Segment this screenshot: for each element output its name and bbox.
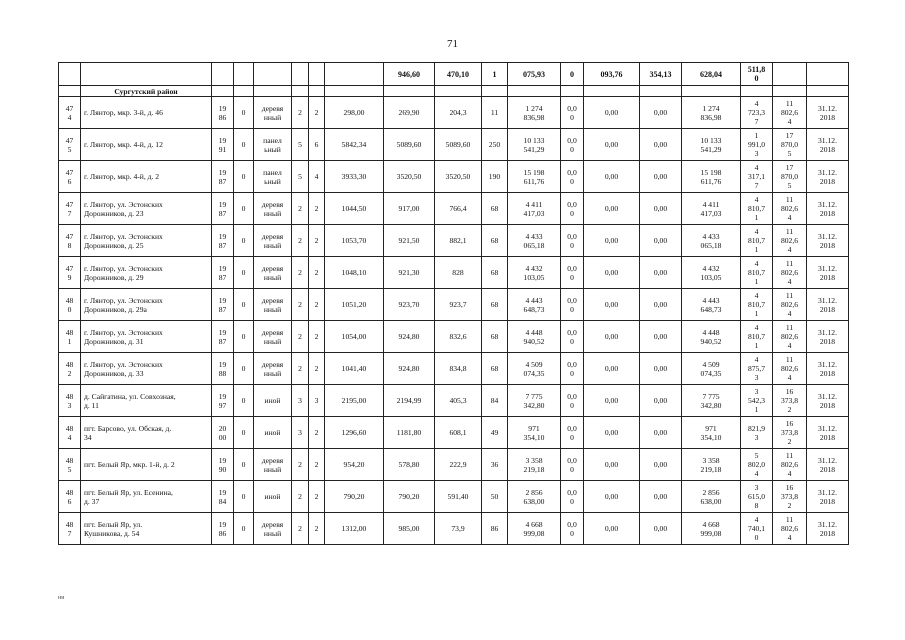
cost-col-4-cell: 0,00 (640, 449, 682, 481)
entrances-cell: 4 (309, 161, 325, 193)
cost-per-m2-cell: 4 740,1 0 (741, 513, 773, 545)
total-cell: 511,8 0 (741, 63, 773, 86)
entrances-cell: 2 (309, 513, 325, 545)
entrances-cell: 2 (309, 353, 325, 385)
entrances-cell: 2 (309, 257, 325, 289)
zero-flag-cell: 0 (234, 161, 254, 193)
residential-area-cell: 832,6 (435, 321, 482, 353)
total-cell: 093,76 (584, 63, 640, 86)
entrances-cell: 2 (309, 481, 325, 513)
total-cell: 354,13 (640, 63, 682, 86)
cost-col-3-cell: 0,00 (584, 161, 640, 193)
cost-col-3-cell: 0,00 (584, 321, 640, 353)
cost-per-m2-cell: 3 615,0 8 (741, 481, 773, 513)
total-cell: 1 (482, 63, 508, 86)
total-cell: 470,10 (435, 63, 482, 86)
total-cost-cell: 4 411 417,03 (508, 193, 561, 225)
total-area-cell: 1053,70 (325, 225, 384, 257)
cost-per-m2-cell: 5 802,0 4 (741, 449, 773, 481)
total-cell: 0 (561, 63, 584, 86)
housing-table (58, 62, 849, 545)
residential-area-cell: 923,7 (435, 289, 482, 321)
cost-col-4-cell: 0,00 (640, 193, 682, 225)
year-built-cell: 19 87 (212, 257, 234, 289)
cost-col-4-cell: 0,00 (640, 321, 682, 353)
row-number-cell: 48 1 (59, 321, 81, 353)
cost-per-m2-cell: 4 810,7 1 (741, 225, 773, 257)
cost-col-4-cell: 0,00 (640, 97, 682, 129)
deadline-cell: 31.12. 2018 (807, 225, 849, 257)
deadline-cell: 31.12. 2018 (807, 289, 849, 321)
cost-col-3-cell: 0,00 (584, 289, 640, 321)
wall-material-cell: деревя нный (254, 321, 292, 353)
cost-col-2-cell: 0,0 0 (561, 257, 584, 289)
region-row (59, 86, 849, 97)
cost-col-5-cell: 4 668 999,08 (682, 513, 741, 545)
cost-col-2-cell: 0,0 0 (561, 97, 584, 129)
living-area-cell: 923,70 (384, 289, 435, 321)
zero-flag-cell: 0 (234, 353, 254, 385)
residents-cell: 68 (482, 257, 508, 289)
floors-cell: 2 (292, 257, 309, 289)
cost-col-2-cell: 0,0 0 (561, 225, 584, 257)
table-row (59, 129, 849, 161)
cost-col-2-cell: 0,0 0 (561, 289, 584, 321)
year-built-cell: 19 91 (212, 129, 234, 161)
address-cell: г. Лянтор, мкр. 4-й, д. 12 (81, 129, 212, 161)
row-number-cell: 48 7 (59, 513, 81, 545)
floors-cell: 2 (292, 449, 309, 481)
total-area-cell: 3933,30 (325, 161, 384, 193)
table-row (59, 513, 849, 545)
residents-cell: 68 (482, 353, 508, 385)
deadline-cell: 31.12. 2018 (807, 513, 849, 545)
total-area-cell: 1296,60 (325, 417, 384, 449)
residential-area-cell: 204,3 (435, 97, 482, 129)
table-row (59, 97, 849, 129)
total-area-cell: 790,20 (325, 481, 384, 513)
total-area-cell: 1041,40 (325, 353, 384, 385)
residential-area-cell: 591,40 (435, 481, 482, 513)
year-built-cell: 19 87 (212, 321, 234, 353)
address-cell: пгт. Белый Яр, мкр. 1-й, д. 2 (81, 449, 212, 481)
residential-area-cell: 882,1 (435, 225, 482, 257)
residents-cell: 190 (482, 161, 508, 193)
row-number-cell: 47 4 (59, 97, 81, 129)
cost-col-5-cell: 4 443 648,73 (682, 289, 741, 321)
cost-col-5-cell: 4 433 065,18 (682, 225, 741, 257)
year-built-cell: 19 87 (212, 289, 234, 321)
cost-per-m2-cell: 821,9 3 (741, 417, 773, 449)
residents-cell: 84 (482, 385, 508, 417)
deadline-cell: 31.12. 2018 (807, 321, 849, 353)
zero-flag-cell: 0 (234, 257, 254, 289)
cost-col-2-cell: 0,0 0 (561, 385, 584, 417)
cost-col-3-cell: 0,00 (584, 257, 640, 289)
region-title: Сургутский район (81, 86, 212, 97)
zero-flag-cell: 0 (234, 417, 254, 449)
row-number-cell: 47 9 (59, 257, 81, 289)
living-area-cell: 924,80 (384, 353, 435, 385)
cost-col-3-cell: 0,00 (584, 417, 640, 449)
totals-row (59, 63, 849, 86)
table-row (59, 257, 849, 289)
cost-col-3-cell: 0,00 (584, 513, 640, 545)
max-cost-cell: 17 870,0 5 (773, 161, 807, 193)
year-built-cell: 20 00 (212, 417, 234, 449)
address-cell: г. Лянтор, ул. Эстонских Дорожников, д. 23 (81, 193, 212, 225)
max-cost-cell: 11 802,6 4 (773, 449, 807, 481)
cost-col-5-cell: 4 411 417,03 (682, 193, 741, 225)
cost-col-5-cell: 2 856 638,00 (682, 481, 741, 513)
total-cost-cell: 971 354,10 (508, 417, 561, 449)
living-area-cell: 917,00 (384, 193, 435, 225)
wall-material-cell: деревя нный (254, 193, 292, 225)
total-area-cell: 954,20 (325, 449, 384, 481)
zero-flag-cell: 0 (234, 481, 254, 513)
zero-flag-cell: 0 (234, 321, 254, 353)
total-cost-cell: 4 509 074,35 (508, 353, 561, 385)
living-area-cell: 921,50 (384, 225, 435, 257)
deadline-cell: 31.12. 2018 (807, 161, 849, 193)
table-row (59, 289, 849, 321)
cost-col-3-cell: 0,00 (584, 481, 640, 513)
housing-table-container (58, 62, 848, 545)
total-area-cell: 1054,00 (325, 321, 384, 353)
floors-cell: 2 (292, 97, 309, 129)
address-cell: д. Сайгатина, ул. Совхозная, д. 11 (81, 385, 212, 417)
living-area-cell: 985,00 (384, 513, 435, 545)
zero-flag-cell: 0 (234, 225, 254, 257)
total-cell: 628,04 (682, 63, 741, 86)
deadline-cell: 31.12. 2018 (807, 449, 849, 481)
cost-col-4-cell: 0,00 (640, 129, 682, 161)
residents-cell: 250 (482, 129, 508, 161)
deadline-cell: 31.12. 2018 (807, 481, 849, 513)
row-number-cell: 48 0 (59, 289, 81, 321)
zero-flag-cell: 0 (234, 449, 254, 481)
address-cell: г. Лянтор, ул. Эстонских Дорожников, д. 29а (81, 289, 212, 321)
residential-area-cell: 405,3 (435, 385, 482, 417)
max-cost-cell: 11 802,6 4 (773, 225, 807, 257)
zero-flag-cell: 0 (234, 513, 254, 545)
table-row (59, 321, 849, 353)
residents-cell: 86 (482, 513, 508, 545)
row-number-cell: 47 7 (59, 193, 81, 225)
deadline-cell: 31.12. 2018 (807, 353, 849, 385)
wall-material-cell: иной (254, 385, 292, 417)
deadline-cell: 31.12. 2018 (807, 385, 849, 417)
wall-material-cell: деревя нный (254, 289, 292, 321)
cost-col-4-cell: 0,00 (640, 257, 682, 289)
deadline-cell: 31.12. 2018 (807, 97, 849, 129)
cost-col-5-cell: 3 358 219,18 (682, 449, 741, 481)
cost-col-5-cell: 4 509 074,35 (682, 353, 741, 385)
cost-per-m2-cell: 4 810,7 1 (741, 257, 773, 289)
table-row (59, 449, 849, 481)
cost-col-5-cell: 15 198 611,76 (682, 161, 741, 193)
max-cost-cell: 17 870,0 5 (773, 129, 807, 161)
max-cost-cell: 16 373,8 2 (773, 417, 807, 449)
residents-cell: 36 (482, 449, 508, 481)
zero-flag-cell: 0 (234, 385, 254, 417)
floors-cell: 2 (292, 321, 309, 353)
wall-material-cell: деревя нный (254, 97, 292, 129)
cost-col-2-cell: 0,0 0 (561, 353, 584, 385)
total-cost-cell: 10 133 541,29 (508, 129, 561, 161)
total-cost-cell: 7 775 342,80 (508, 385, 561, 417)
residential-area-cell: 222,9 (435, 449, 482, 481)
entrances-cell: 3 (309, 385, 325, 417)
cost-col-4-cell: 0,00 (640, 481, 682, 513)
entrances-cell: 6 (309, 129, 325, 161)
cost-col-3-cell: 0,00 (584, 97, 640, 129)
year-built-cell: 19 86 (212, 513, 234, 545)
total-cost-cell: 1 274 836,98 (508, 97, 561, 129)
year-built-cell: 19 88 (212, 353, 234, 385)
cost-per-m2-cell: 1 991,0 3 (741, 129, 773, 161)
cost-col-4-cell: 0,00 (640, 289, 682, 321)
address-cell: г. Лянтор, мкр. 3-й, д. 46 (81, 97, 212, 129)
table-row (59, 481, 849, 513)
cost-col-4-cell: 0,00 (640, 417, 682, 449)
address-cell: пгт. Белый Яр, ул. Есенина, д. 37 (81, 481, 212, 513)
wall-material-cell: деревя нный (254, 449, 292, 481)
living-area-cell: 790,20 (384, 481, 435, 513)
wall-material-cell: иной (254, 417, 292, 449)
cost-col-5-cell: 10 133 541,29 (682, 129, 741, 161)
table-row (59, 353, 849, 385)
row-number-cell: 48 3 (59, 385, 81, 417)
floors-cell: 3 (292, 385, 309, 417)
max-cost-cell: 16 373,8 2 (773, 385, 807, 417)
cost-col-5-cell: 7 775 342,80 (682, 385, 741, 417)
row-number-cell: 47 6 (59, 161, 81, 193)
row-number-cell: 48 6 (59, 481, 81, 513)
cost-col-4-cell: 0,00 (640, 353, 682, 385)
zero-flag-cell: 0 (234, 129, 254, 161)
residential-area-cell: 766,4 (435, 193, 482, 225)
cost-per-m2-cell: 4 810,7 1 (741, 193, 773, 225)
residential-area-cell: 5089,60 (435, 129, 482, 161)
floors-cell: 2 (292, 481, 309, 513)
wall-material-cell: панел ьный (254, 161, 292, 193)
address-cell: г. Лянтор, мкр. 4-й, д. 2 (81, 161, 212, 193)
total-cell: 946,60 (384, 63, 435, 86)
residents-cell: 11 (482, 97, 508, 129)
year-built-cell: 19 84 (212, 481, 234, 513)
wall-material-cell: панел ьный (254, 129, 292, 161)
total-cost-cell: 3 358 219,18 (508, 449, 561, 481)
living-area-cell: 5089,60 (384, 129, 435, 161)
entrances-cell: 2 (309, 321, 325, 353)
table-row (59, 417, 849, 449)
total-cost-cell: 4 433 065,18 (508, 225, 561, 257)
total-area-cell: 1044,50 (325, 193, 384, 225)
cost-col-4-cell: 0,00 (640, 385, 682, 417)
total-area-cell: 5842,34 (325, 129, 384, 161)
cost-col-2-cell: 0,0 0 (561, 513, 584, 545)
deadline-cell: 31.12. 2018 (807, 193, 849, 225)
entrances-cell: 2 (309, 193, 325, 225)
year-built-cell: 19 87 (212, 225, 234, 257)
cost-col-3-cell: 0,00 (584, 129, 640, 161)
cost-col-3-cell: 0,00 (584, 225, 640, 257)
total-area-cell: 298,00 (325, 97, 384, 129)
deadline-cell: 31.12. 2018 (807, 129, 849, 161)
cost-col-2-cell: 0,0 0 (561, 481, 584, 513)
cost-col-5-cell: 4 432 103,05 (682, 257, 741, 289)
wall-material-cell: деревя нный (254, 257, 292, 289)
total-cost-cell: 4 448 940,52 (508, 321, 561, 353)
row-number-cell: 48 4 (59, 417, 81, 449)
cost-col-5-cell: 4 448 940,52 (682, 321, 741, 353)
floors-cell: 2 (292, 353, 309, 385)
residents-cell: 50 (482, 481, 508, 513)
living-area-cell: 2194,99 (384, 385, 435, 417)
residential-area-cell: 73,9 (435, 513, 482, 545)
cost-per-m2-cell: 4 810,7 1 (741, 289, 773, 321)
living-area-cell: 269,90 (384, 97, 435, 129)
cost-col-3-cell: 0,00 (584, 449, 640, 481)
total-cost-cell: 4 668 999,08 (508, 513, 561, 545)
year-built-cell: 19 86 (212, 97, 234, 129)
table-row (59, 161, 849, 193)
floors-cell: 3 (292, 417, 309, 449)
row-number-cell: 47 5 (59, 129, 81, 161)
max-cost-cell: 11 802,6 4 (773, 193, 807, 225)
floors-cell: 2 (292, 225, 309, 257)
max-cost-cell: 11 802,6 4 (773, 257, 807, 289)
living-area-cell: 924,80 (384, 321, 435, 353)
living-area-cell: 1181,80 (384, 417, 435, 449)
residents-cell: 68 (482, 289, 508, 321)
wall-material-cell: деревя нный (254, 353, 292, 385)
max-cost-cell: 11 802,6 4 (773, 353, 807, 385)
entrances-cell: 2 (309, 97, 325, 129)
zero-flag-cell: 0 (234, 289, 254, 321)
cost-col-3-cell: 0,00 (584, 385, 640, 417)
living-area-cell: 921,30 (384, 257, 435, 289)
wall-material-cell: деревя нный (254, 513, 292, 545)
living-area-cell: 3520,50 (384, 161, 435, 193)
address-cell: г. Лянтор, ул. Эстонских Дорожников, д. 33 (81, 353, 212, 385)
address-cell: пгт. Белый Яр, ул. Кушникова, д. 54 (81, 513, 212, 545)
total-cost-cell: 2 856 638,00 (508, 481, 561, 513)
residential-area-cell: 608,1 (435, 417, 482, 449)
cost-per-m2-cell: 4 810,7 1 (741, 321, 773, 353)
year-built-cell: 19 90 (212, 449, 234, 481)
entrances-cell: 2 (309, 225, 325, 257)
address-cell: г. Лянтор, ул. Эстонских Дорожников, д. 31 (81, 321, 212, 353)
residential-area-cell: 3520,50 (435, 161, 482, 193)
year-built-cell: 19 97 (212, 385, 234, 417)
deadline-cell: 31.12. 2018 (807, 257, 849, 289)
page-number: 71 (447, 38, 458, 50)
residential-area-cell: 834,8 (435, 353, 482, 385)
living-area-cell: 578,80 (384, 449, 435, 481)
zero-flag-cell: 0 (234, 97, 254, 129)
cost-col-3-cell: 0,00 (584, 353, 640, 385)
table-row (59, 193, 849, 225)
residents-cell: 68 (482, 193, 508, 225)
cost-col-3-cell: 0,00 (584, 193, 640, 225)
residents-cell: 68 (482, 225, 508, 257)
table-row (59, 225, 849, 257)
cost-col-2-cell: 0,0 0 (561, 161, 584, 193)
max-cost-cell: 11 802,6 4 (773, 289, 807, 321)
year-built-cell: 19 87 (212, 193, 234, 225)
floors-cell: 2 (292, 289, 309, 321)
cost-col-2-cell: 0,0 0 (561, 417, 584, 449)
address-cell: г. Лянтор, ул. Эстонских Дорожников, д. 29 (81, 257, 212, 289)
floors-cell: 2 (292, 193, 309, 225)
wall-material-cell: деревя нный (254, 225, 292, 257)
cost-col-5-cell: 971 354,10 (682, 417, 741, 449)
total-area-cell: 1051,20 (325, 289, 384, 321)
total-cost-cell: 4 443 648,73 (508, 289, 561, 321)
row-number-cell: 48 2 (59, 353, 81, 385)
address-cell: пгт. Барсово, ул. Обская, д. 34 (81, 417, 212, 449)
floors-cell: 5 (292, 129, 309, 161)
cost-per-m2-cell: 4 875,7 3 (741, 353, 773, 385)
total-cost-cell: 15 198 611,76 (508, 161, 561, 193)
cost-col-5-cell: 1 274 836,98 (682, 97, 741, 129)
row-number-cell: 48 5 (59, 449, 81, 481)
total-area-cell: 1048,10 (325, 257, 384, 289)
row-number-cell: 47 8 (59, 225, 81, 257)
residents-cell: 49 (482, 417, 508, 449)
total-area-cell: 2195,00 (325, 385, 384, 417)
wall-material-cell: иной (254, 481, 292, 513)
entrances-cell: 2 (309, 417, 325, 449)
cost-col-2-cell: 0,0 0 (561, 449, 584, 481)
cost-col-2-cell: 0,0 0 (561, 129, 584, 161)
cost-col-4-cell: 0,00 (640, 513, 682, 545)
cost-col-4-cell: 0,00 (640, 225, 682, 257)
year-built-cell: 19 87 (212, 161, 234, 193)
cost-per-m2-cell: 4 723,3 7 (741, 97, 773, 129)
total-cost-cell: 4 432 103,05 (508, 257, 561, 289)
max-cost-cell: 11 802,6 4 (773, 97, 807, 129)
residents-cell: 68 (482, 321, 508, 353)
entrances-cell: 2 (309, 289, 325, 321)
max-cost-cell: 11 802,6 4 (773, 513, 807, 545)
total-cell: 075,93 (508, 63, 561, 86)
footer-mark: нн (58, 595, 65, 601)
address-cell: г. Лянтор, ул. Эстонских Дорожников, д. 25 (81, 225, 212, 257)
table-row (59, 385, 849, 417)
cost-col-4-cell: 0,00 (640, 161, 682, 193)
cost-col-2-cell: 0,0 0 (561, 193, 584, 225)
cost-per-m2-cell: 3 542,3 1 (741, 385, 773, 417)
residential-area-cell: 828 (435, 257, 482, 289)
deadline-cell: 31.12. 2018 (807, 417, 849, 449)
floors-cell: 2 (292, 513, 309, 545)
zero-flag-cell: 0 (234, 193, 254, 225)
cost-per-m2-cell: 4 317,1 7 (741, 161, 773, 193)
cost-col-2-cell: 0,0 0 (561, 321, 584, 353)
floors-cell: 5 (292, 161, 309, 193)
entrances-cell: 2 (309, 449, 325, 481)
total-area-cell: 1312,00 (325, 513, 384, 545)
max-cost-cell: 16 373,8 2 (773, 481, 807, 513)
max-cost-cell: 11 802,6 4 (773, 321, 807, 353)
